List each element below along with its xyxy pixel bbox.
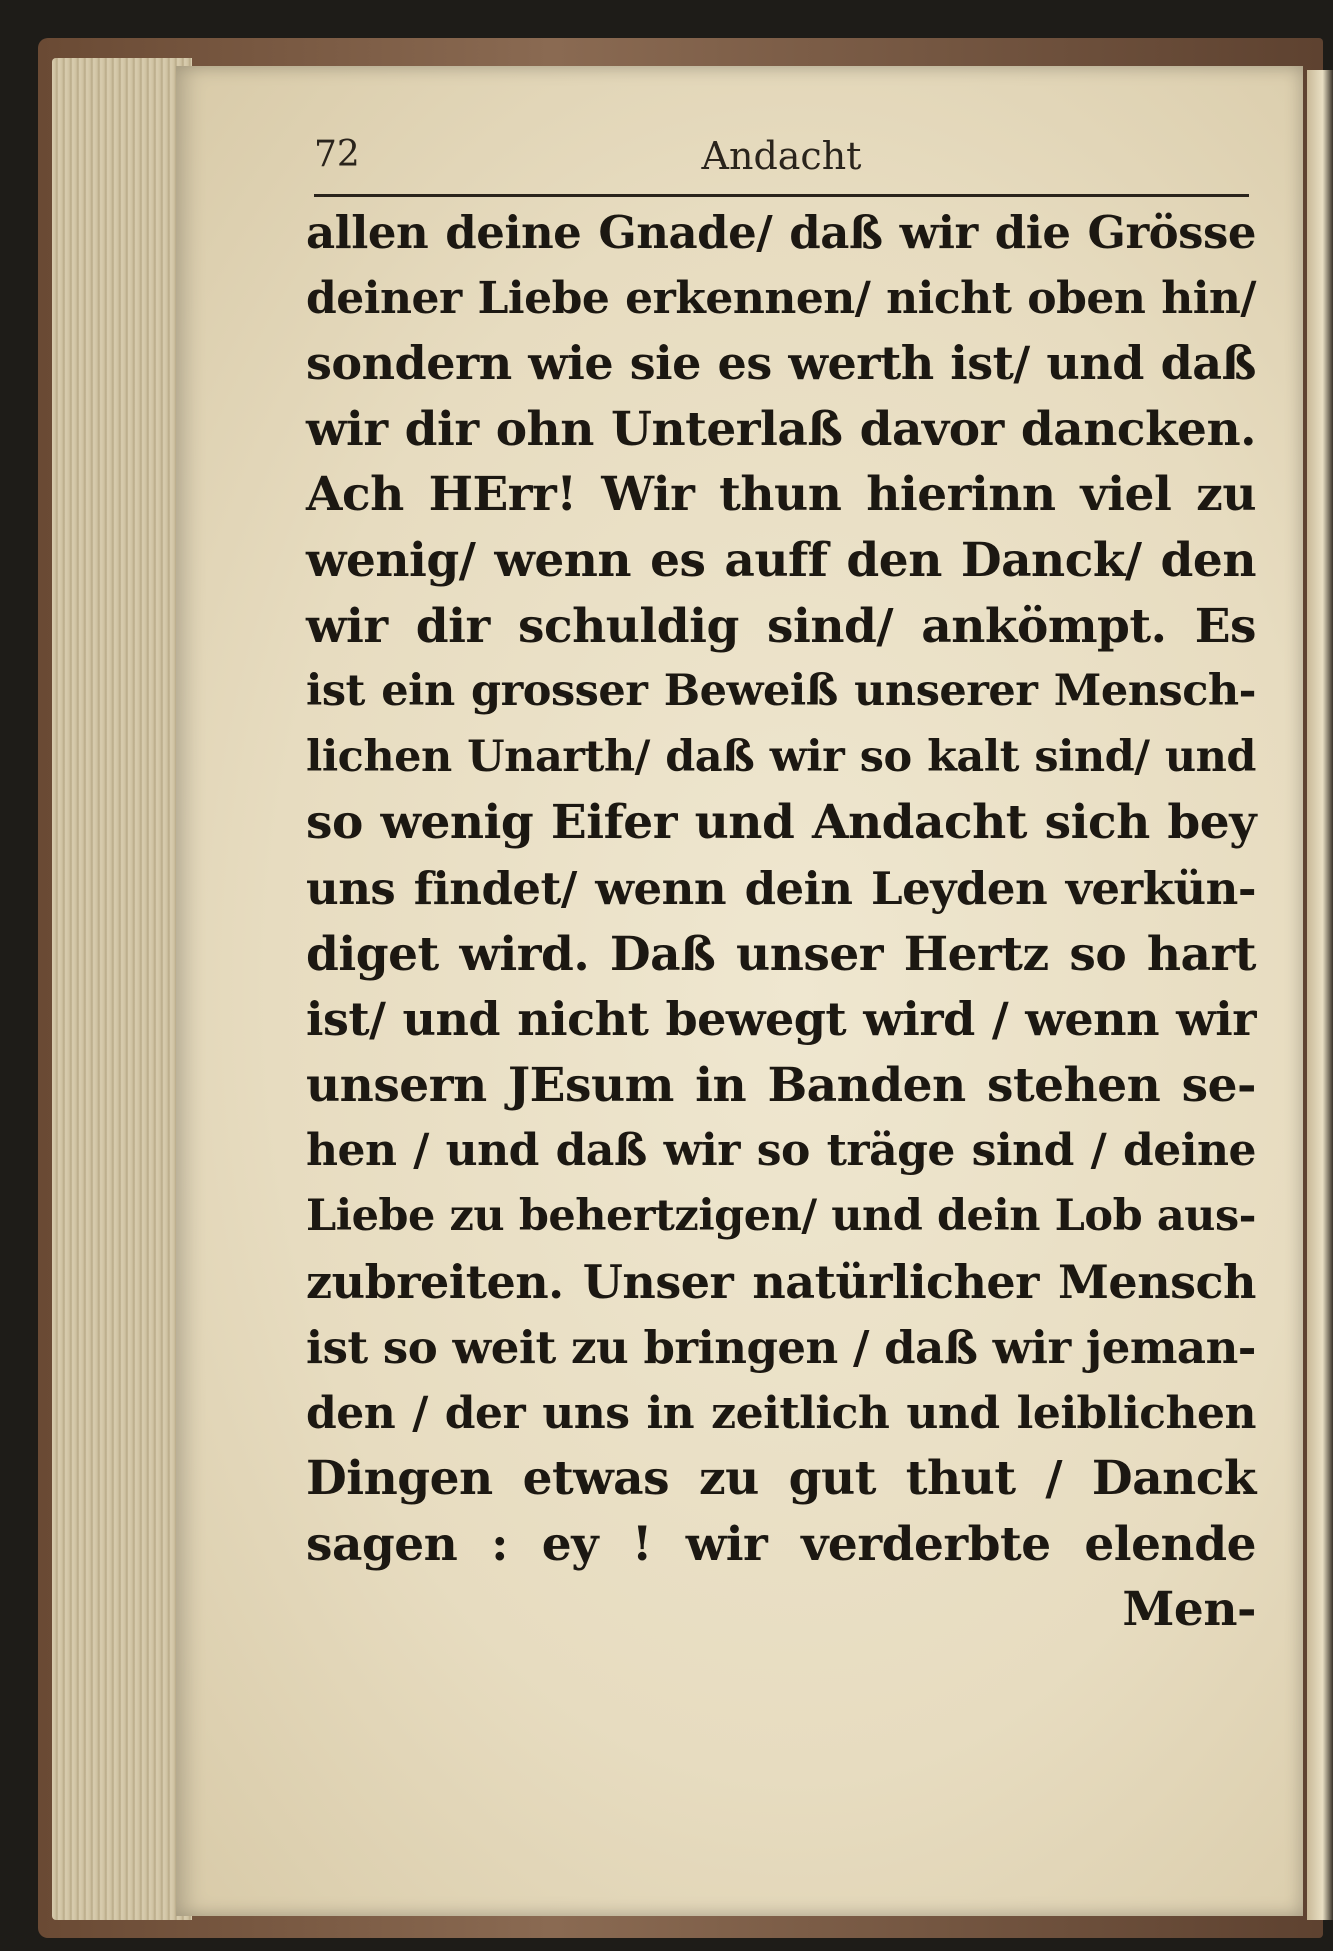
next-page-edge (1307, 70, 1333, 1920)
page-number: 72 (314, 134, 360, 175)
running-head (314, 134, 1249, 190)
text-line: sagen : ey ! wir verderbte elende (306, 1516, 1256, 1572)
text-line: diget wird. Daß unser Hertz so hart (306, 926, 1256, 982)
text-line: wenig/ wenn es auff den Danck/ den (306, 532, 1256, 588)
text-line: ist ein grosser Beweiß unserer Mensch- (306, 666, 1256, 717)
text-line: so wenig Eifer und Andacht sich bey (306, 795, 1256, 851)
text-line: allen deine Gnade/ daß wir die Grösse (306, 206, 1256, 259)
text-line: ist so weit zu bringen / daß wir jeman- (306, 1321, 1256, 1375)
text-line: wir dir ohn Unterlaß davor dancken. (306, 401, 1256, 457)
text-line: unsern JEsum in Banden stehen se- (306, 1057, 1256, 1113)
text-line: wir dir schuldig sind/ ankömpt. Es (306, 598, 1256, 654)
text-line: Ach HErr! Wir thun hierinn viel zu (306, 467, 1256, 523)
text-line: uns findet/ wenn dein Leyden verkün- (306, 861, 1256, 915)
running-title: Andacht (701, 134, 862, 178)
text-line: den / der uns in zeitlich und leiblichen (306, 1387, 1256, 1439)
page-edges (52, 58, 192, 1920)
text-line: zubreiten. Unser natürlicher Mensch (306, 1254, 1256, 1309)
text-line: hen / und daß wir so träge sind / deine (306, 1125, 1256, 1177)
text-line: lichen Unarth/ daß wir so kalt sind/ und (306, 731, 1256, 782)
body-text (306, 200, 1256, 1643)
text-line: ist/ und nicht bewegt wird / wenn wir (306, 992, 1256, 1047)
header-rule (314, 194, 1249, 197)
catchword: Men- (1122, 1582, 1256, 1638)
text-line: Dingen etwas zu gut thut / Danck (306, 1451, 1256, 1507)
text-line: Liebe zu behertzigen/ und dein Lob aus- (306, 1190, 1256, 1241)
text-line: deiner Liebe erkennen/ nicht oben hin/ (306, 272, 1256, 324)
text-line: sondern wie sie es werth ist/ und daß (306, 336, 1256, 391)
